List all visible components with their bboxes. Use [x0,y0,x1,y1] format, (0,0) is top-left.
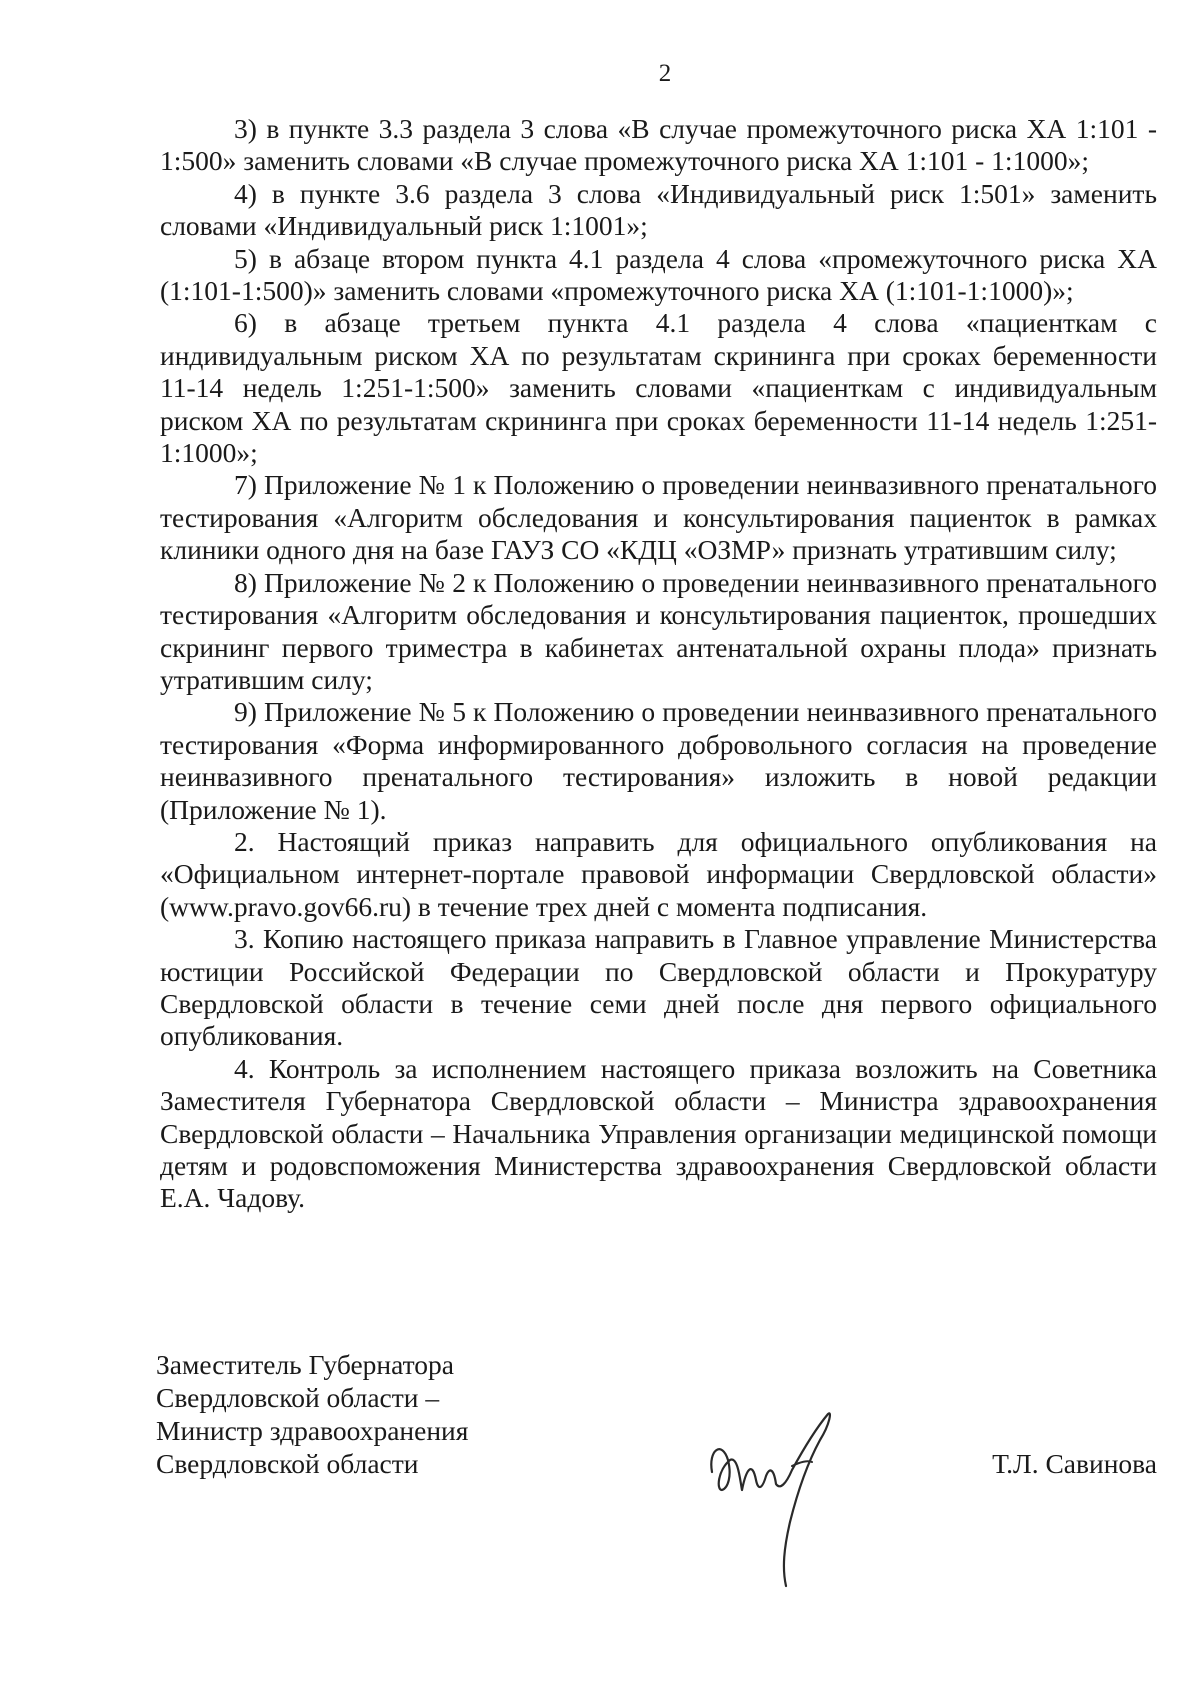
signatory-name: Т.Л. Савинова [992,1448,1157,1479]
paragraph-clause-3: 3. Копию настоящего приказа направить в Главное управление Министерства юстиции Российской Федерации по Свердловской области и Прокуратуру Свердловской области в течение семи дней после дня первого официального опубликования. [160,923,1157,1052]
document-body [160,113,1157,1215]
paragraph-item-6: 6) в абзаце третьем пункта 4.1 раздела 4 слова «пациенткам с индивидуальным риском ХА по результатам скрининга при сроках беременности 11-14 недель 1:251-1:500» заменить словами «пациенткам с индивидуальным риском ХА по результатам скрининга при сроках беременности 11-14 недель 1:251-1:1000»; [160,307,1157,469]
signatory-position-line: Свердловской области [156,1448,419,1479]
signatory-position-line: Министр здравоохранения [156,1415,469,1446]
paragraph-clause-4: 4. Контроль за исполнением настоящего приказа возложить на Советника Заместителя Губернатора Свердловской области – Министра здравоохранения Свердловской области – Начальника Управления организации медицинской помощи детям и родовспоможения Министерства здравоохранения Свердловской области Е.А. Чадову. [160,1052,1157,1214]
signatory-position-line: Свердловской области – [156,1382,440,1413]
handwritten-signature [700,1410,860,1590]
paragraph-item-3: 3) в пункте 3.3 раздела 3 слова «В случае промежуточного риска ХА 1:101 - 1:500» заменить словами «В случае промежуточного риска ХА 1:101 - 1:1000»; [160,113,1157,177]
paragraph-item-8: 8) Приложение № 2 к Положению о проведении неинвазивного пренатального тестирования «Алгоритм обследования и консультирования пациенток, прошедших скрининг первого триместра в кабинетах антенатальной охраны плода» признать утратившим силу; [160,566,1157,695]
page-number: 2 [658,60,672,87]
signatory-position [156,1348,468,1480]
paragraph-item-9: 9) Приложение № 5 к Положению о проведении неинвазивного пренатального тестирования «Форма информированного добровольного согласия на проведение неинвазивного пренатального тестирования» изложить в новой редакции (Приложение № 1). [160,696,1157,825]
paragraph-item-5: 5) в абзаце втором пункта 4.1 раздела 4 слова «промежуточного риска ХА (1:101-1:500)» заменить словами «промежуточного риска ХА (1:101-1:1000)»; [160,242,1157,307]
paragraph-item-7: 7) Приложение № 1 к Положению о проведении неинвазивного пренатального тестирования «Алгоритм обследования и консультирования пациенток в рамках клиники одного дня на базе ГАУЗ СО «КДЦ «ОЗМР» признать утратившим силу; [160,469,1157,566]
signatory-position-line: Заместитель Губернатора [156,1349,454,1380]
paragraph-item-4: 4) в пункте 3.6 раздела 3 слова «Индивидуальный риск 1:501» заменить словами «Индивидуальный риск 1:1001»; [160,177,1157,242]
paragraph-clause-2: 2. Настоящий приказ направить для официального опубликования на «Официальном интернет-портале правовой информации Свердловской области» (www.pravo.gov66.ru) в течение трех дней с момента подписания. [160,825,1157,922]
